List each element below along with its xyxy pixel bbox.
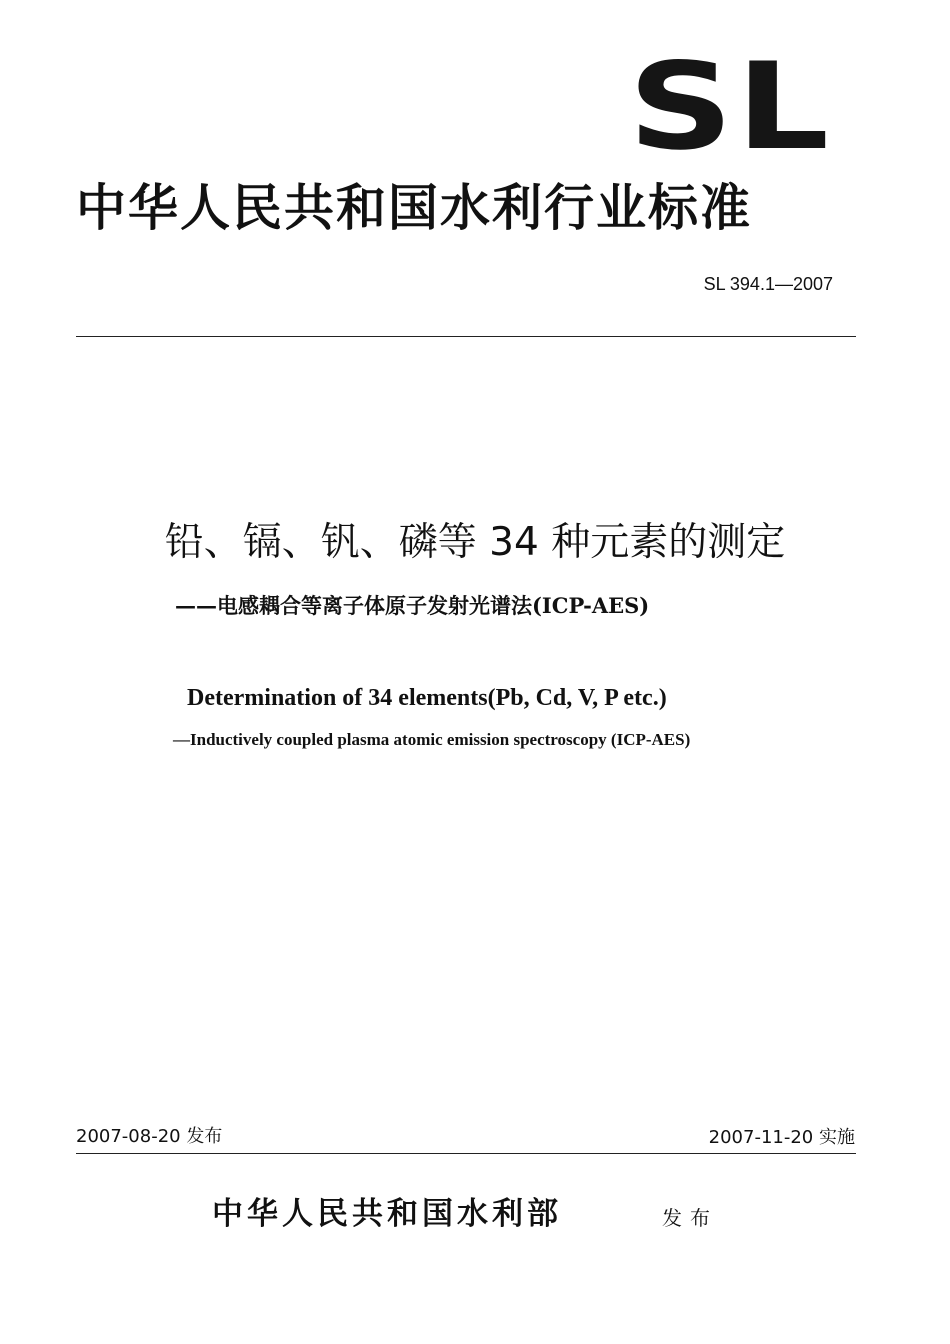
top-divider bbox=[76, 336, 856, 337]
sl-logo: SL bbox=[628, 38, 832, 177]
chinese-title: 铅、镉、钒、磷等 34 种元素的测定 bbox=[164, 520, 786, 565]
standard-type-heading: 中华人民共和国水利行业标准 bbox=[76, 178, 752, 237]
english-title: Determination of 34 elements(Pb, Cd, V, P etc.) bbox=[187, 685, 667, 711]
publisher-action: 发布 bbox=[662, 1206, 718, 1230]
issue-date: 2007-08-20 发布 bbox=[76, 1126, 223, 1147]
bottom-divider bbox=[76, 1153, 856, 1154]
effective-date: 2007-11-20 实施 bbox=[708, 1127, 855, 1148]
publisher-name: 中华人民共和国水利部 bbox=[212, 1196, 562, 1232]
standard-code: SL 394.1—2007 bbox=[703, 274, 833, 294]
english-subtitle: —Inductively coupled plasma atomic emission spectroscopy (ICP-AES) bbox=[173, 730, 691, 749]
chinese-subtitle: ——电感耦合等离子体原子发射光谱法(ICP-AES) bbox=[175, 593, 650, 618]
